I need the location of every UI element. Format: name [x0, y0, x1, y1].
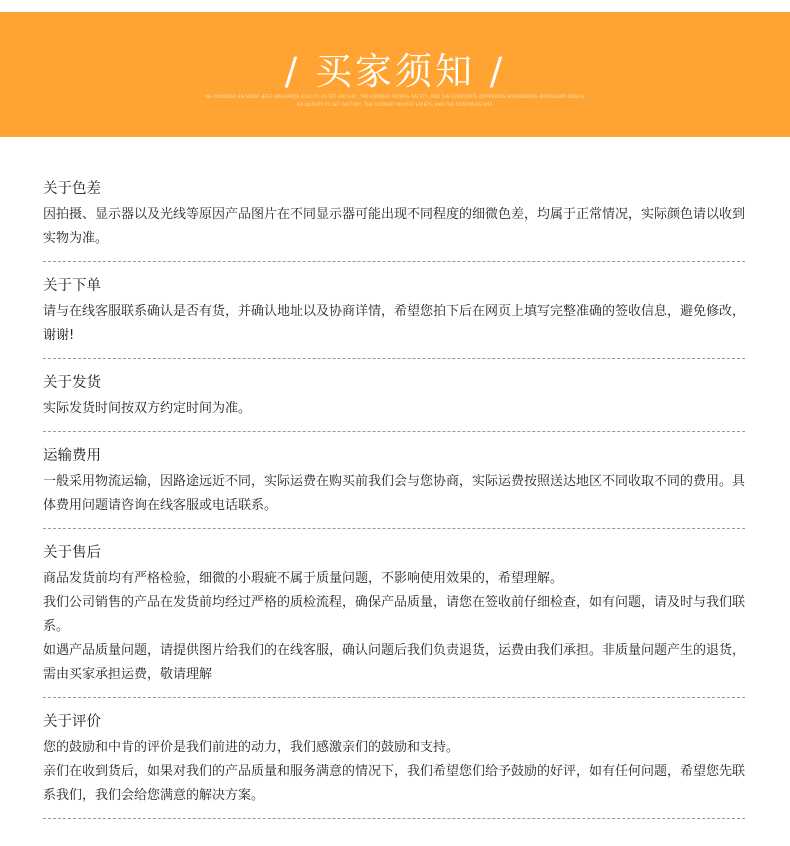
section-title: 关于下单 [43, 278, 101, 294]
dashed-divider [43, 261, 745, 262]
section-paragraph: 我们公司销售的产品在发货前均经过严格的质检流程，确保产品质量，请您在签收前仔细检查，如有问题，请及时与我们联系。 [43, 595, 746, 634]
dashed-divider [43, 697, 745, 698]
header-banner [0, 12, 790, 137]
section-shipping [43, 372, 745, 421]
section-paragraph: 您的鼓励和中肯的评价是我们前进的动力，我们感激亲们的鼓励和支持。 [43, 740, 460, 755]
dashed-divider [43, 431, 745, 432]
section-freight-cost [43, 445, 745, 518]
section-paragraph: 商品发货前均有严格检验，细微的小瑕疵不属于质量问题，不影响使用效果的，希望理解。 [43, 571, 564, 586]
banner-subtitle-line-2: OR QUALITY TO SET FACTORY, THE CURRENT PRIVATE SAFETY, AND THE CORPORATE DIFF [297, 102, 493, 107]
section-ordering [43, 275, 745, 348]
section-reviews [43, 711, 745, 808]
section-title: 关于售后 [43, 545, 101, 561]
dashed-divider [43, 528, 745, 529]
section-after-sales [43, 542, 745, 687]
page-title: / 买家须知 / [284, 50, 506, 93]
section-title: 关于评价 [43, 714, 101, 730]
section-paragraph: 亲们在收到货后，如果对我们的产品质量和服务满意的情况下，我们希望您们给予鼓励的好评，如有任何问题，希望您先联系我们，我们会给您满意的解决方案。 [43, 764, 746, 803]
section-paragraph: 实际发货时间按双方约定时间为准。 [43, 401, 252, 416]
section-paragraph: 如遇产品质量问题，请提供图片给我们的在线客服，确认问题后我们负责退货，运费由我们承担。非质量问题产生的退货，需由买家承担运费，敬请理解 [43, 643, 746, 682]
banner-subtitle-line-1: WE CONSIDER AN ABOUT BEST INSURANCE QUALITY TO SET FACTORY, THE CURRENT PRIVATE SAFETY, AND THE CORPORATE DIFFERENCE ENGINEERING INCATEGORY DESIGN [205, 94, 585, 99]
section-title: 关于色差 [43, 181, 101, 197]
section-title: 关于发货 [43, 375, 101, 391]
section-paragraph: 一般采用物流运输，因路途远近不同，实际运费在购买前我们会与您协商，实际运费按照送达地区不同收取不同的费用。具体费用问题请咨询在线客服或电话联系。 [43, 474, 746, 513]
section-paragraph: 请与在线客服联系确认是否有货，并确认地址以及协商详情，希望您拍下后在网页上填写完整准确的签收信息，避免修改，谢谢! [43, 304, 746, 343]
section-title: 运输费用 [43, 448, 101, 464]
notice-content [43, 178, 745, 832]
dashed-divider [43, 818, 745, 819]
section-color-difference [43, 178, 745, 251]
section-paragraph: 因拍摄、显示器以及光线等原因产品图片在不同显示器可能出现不同程度的细微色差，均属于正常情况，实际颜色请以收到实物为准。 [43, 207, 746, 246]
dashed-divider [43, 358, 745, 359]
